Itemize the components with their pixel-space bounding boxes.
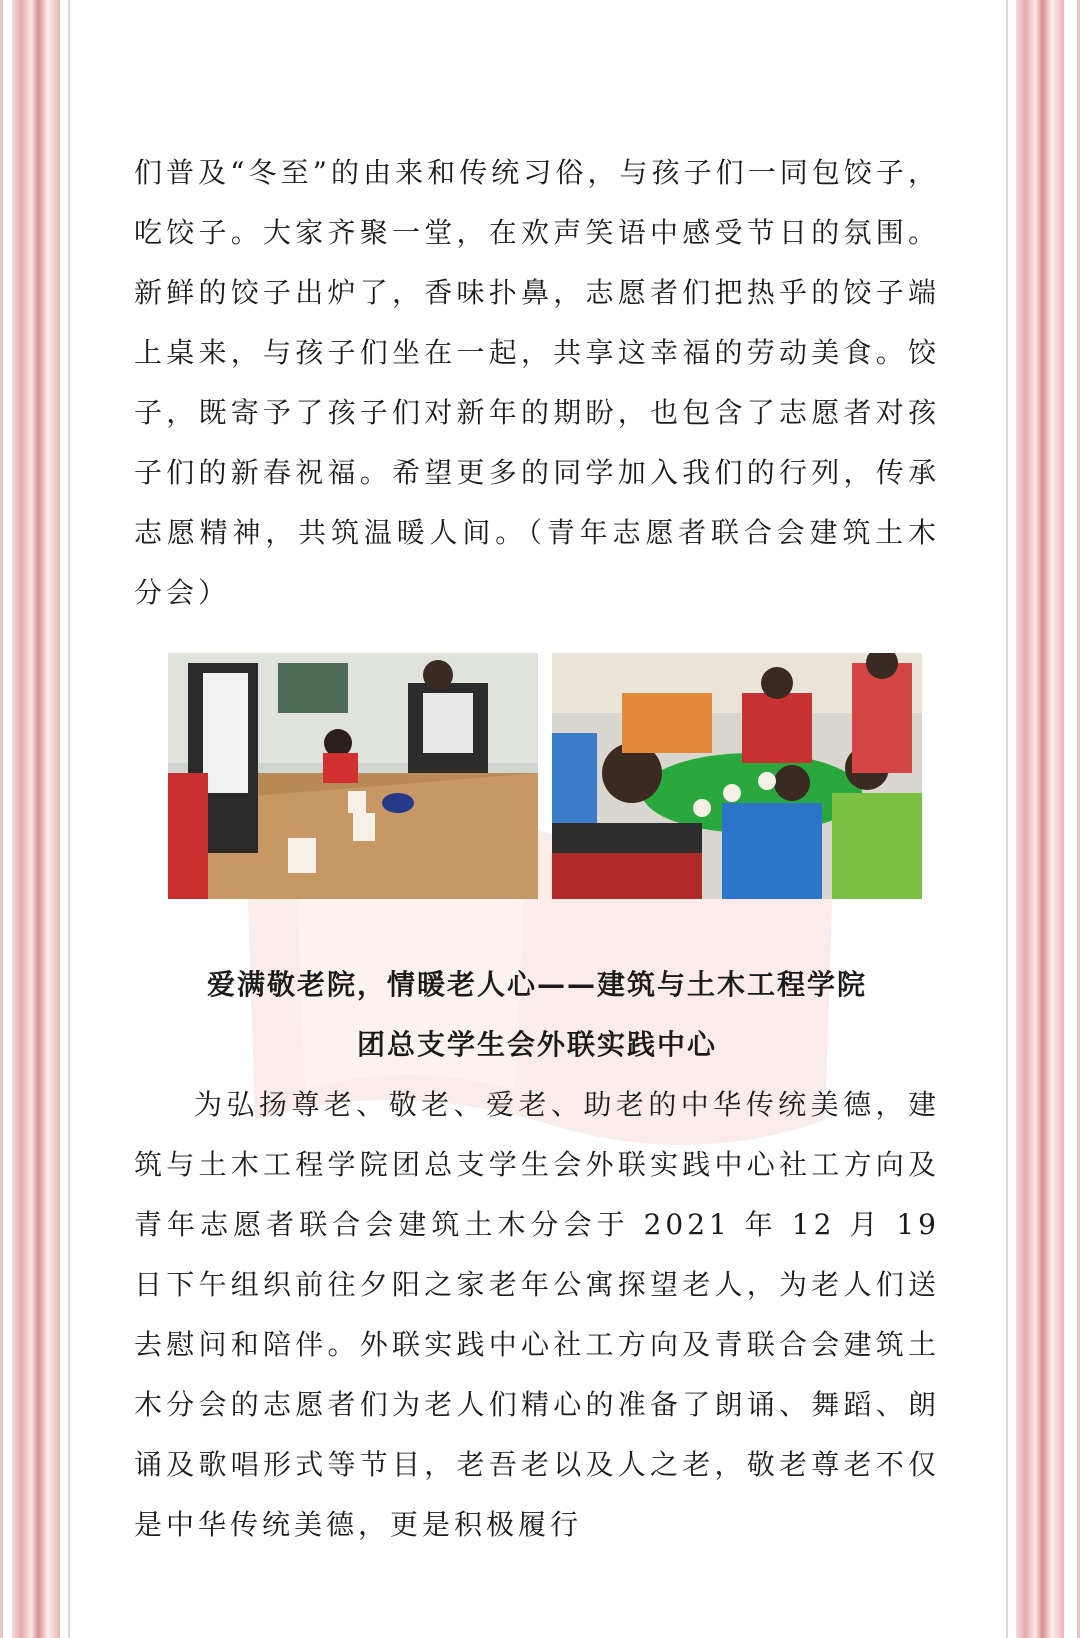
- children-with-paper-cups-photo: [168, 653, 538, 899]
- margin-rule-right: [1006, 0, 1008, 1638]
- decorative-border-right: [1016, 0, 1064, 1638]
- children-eating-dumplings-photo: [552, 653, 922, 899]
- paragraph-dumplings: 们普及“冬至”的由来和传统习俗，与孩子们一同包饺子，吃饺子。大家齐聚一堂，在欢声笑语中感受节日的氛围。新鲜的饺子出炉了，香味扑鼻，志愿者们把热乎的饺子端上桌来，与孩子们坐在一起，共享这幸福的劳动美食。饺子，既寄予了孩子们对新年的期盼，也包含了志愿者对孩子们的新春祝福。希望更多的同学加入我们的行列，传承志愿精神，共筑温暖人间。（青年志愿者联合会建筑土木分会）: [134, 156, 940, 609]
- margin-rule-left: [68, 0, 70, 1638]
- photo-row: [134, 653, 940, 901]
- page-edge-left: [0, 0, 3, 1638]
- section-title-line2: 团总支学生会外联实践中心: [356, 1028, 717, 1061]
- decorative-border-left: [12, 0, 60, 1638]
- article-body: [134, 143, 940, 1555]
- section-title-line1: 爱满敬老院，情暖老人心——建筑与土木工程学院: [206, 968, 867, 1001]
- paragraph-elderly-visit: 为弘扬尊老、敬老、爱老、助老的中华传统美德，建筑与土木工程学院团总支学生会外联实践中心社工方向及青年志愿者联合会建筑土木分会于 2021 年 12 月 19 日下午组织前往夕阳之家老年公寓探望老人，为老人们送去慰问和陪伴。外联实践中心社工方向及青联合会建筑土木分会的志愿者们为老人们精心的准备了朗诵、舞蹈、朗诵及歌唱形式等节目，老吾老以及人之老，敬老尊老不仅是中华传统美德，更是积极履行: [134, 1088, 940, 1541]
